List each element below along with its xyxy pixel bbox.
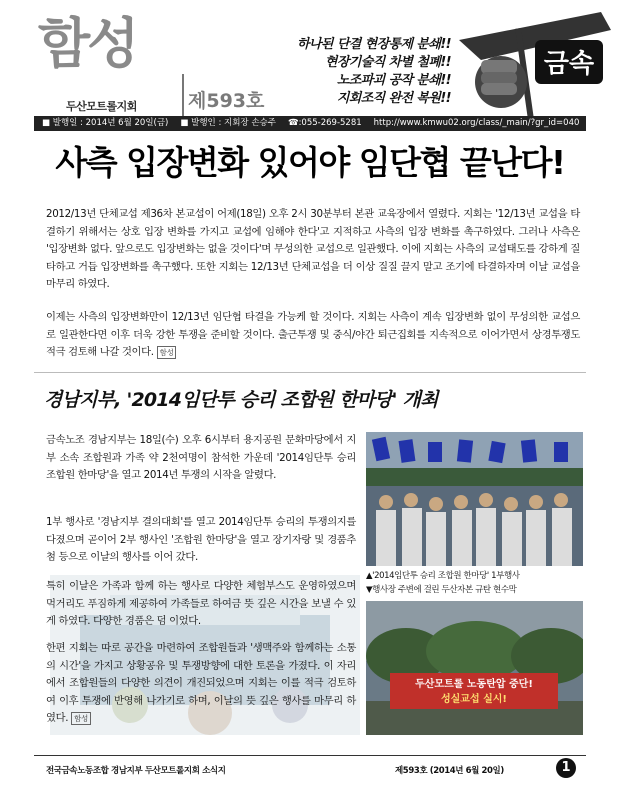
phone-number: ☎:055-269-5281 (287, 118, 362, 128)
publish-date: ■ 발행일 : 2014년 6월 20일(금) (42, 118, 169, 128)
page-number: 1 (556, 758, 576, 778)
banner-photo (366, 601, 583, 735)
article2-paragraph-1: 금속노조 경남지부는 18일(수) 오후 6시부터 용지공원 문화마당에서 지부 소속 조합원과 가족 약 2천여명이 참석한 가운데 '2014임단투 승리 조합원 한마당'을 열고 2014년 투쟁의 시작을 알렸다. (46, 434, 356, 481)
article1-paragraph-2: 이제는 사측의 입장변화만이 12/13년 임단협 타결을 가능케 할 것이다. 지회는 사측이 계속 입장변화 없이 무성의한 교섭으로 일관한다면 이후 더욱 강한 투쟁을 준비할 것이다. 출근투쟁 및 중식/야간 퇴근집회를 지속적으로 이어가면서 상경투쟁도 적극 검토해 나갈 것이다. 함성 (46, 311, 580, 358)
caption-2: ▼행사장 주변에 걸린 두산자본 규탄 현수막 (366, 585, 517, 595)
article2-paragraph-3: 특히 이날은 가족과 함께 하는 행사로 다양한 체험부스도 운영하였으며 먹거리도 푸짐하게 제공하여 가족들로 하여금 뜻 깊은 시간을 보낼 수 있게 하였다. 다양한 경품은 덤 이었다. (46, 580, 356, 627)
publisher: ■ 발행인 : 지회장 손승주 (180, 118, 276, 128)
banner-line-2: 성실교섭 실시! (440, 694, 508, 705)
article2-paragraph-4: 한편 지회는 따로 공간을 마련하여 조합원들과 '생맥주와 함께하는 소통의 시간'을 가지고 상황공유 및 투쟁방향에 대한 토론을 가졌다. 이 자리에서 조합원들의 다양한 의견이 개진되었으며 지회는 이를 적극 검토하여 이후 투쟁에 반영해 나가기로 하며, 이날의 뜻 깊은 행사를 마무리 하였다. 함성 (46, 642, 356, 724)
footer-rule (34, 755, 586, 756)
info-bar (34, 116, 586, 131)
masthead-divider (182, 74, 184, 116)
slogan-1: 하나된 단결 현장통제 분쇄!! (297, 37, 451, 52)
slogan-2: 현장기술직 차별 철폐!! (324, 55, 451, 70)
banner-line-1: 두산모트롤 노동탄압 중단! (415, 679, 533, 690)
masthead-title: 함성 (38, 12, 137, 75)
rally-photo (366, 432, 583, 566)
end-mark: 함성 (71, 712, 91, 725)
footer-issue: 제593호 (2014년 6월 20일) (395, 766, 504, 776)
photo-captions (366, 569, 583, 597)
caption-1: ▲'2014임단투 승리 조합원 한마당' 1부행사 (366, 571, 520, 581)
union-fist-emblem (451, 10, 615, 122)
emblem-text: 금속 (543, 49, 595, 79)
article2-headline: 경남지부, '2014임단투 승리 조합원 한마당' 개최 (44, 389, 438, 411)
article2-paragraph-2: 1부 행사로 '경남지부 결의대회'를 열고 2014임단투 승리의 투쟁의지를 다졌으며 곧이어 2부 행사인 '조합원 한마당'을 열고 장기자랑 및 경품추첨 등으로 이날의 행사를 이어 갔다. (46, 516, 356, 563)
main-headline: 사측 입장변화 있어야 임단협 끝난다! (55, 143, 565, 182)
end-mark: 함성 (157, 346, 177, 359)
masthead-subtitle: 두산모트롤지회 (66, 100, 137, 113)
article1-paragraph-1: 2012/13년 단체교섭 제36차 본교섭이 어제(18일) 오후 2시 30분부터 본관 교육장에서 열렸다. 지회는 '12/13년 교섭을 타결하기 위해서는 상호 입장 변화를 가지고 교섭에 임해야 한다'고 지적하고 사측의 입장 변화를 촉구하였다. 그러나 사측은 '입장변화 없다. 앞으로도 입장변화는 없을 것이다'며 무성의한 교섭으로 일관했다. 이에 지회는 사측의 교섭태도를 강하게 질타하고 거듭 입장변화를 촉구했다. 또한 지회는 12/13년 단체교섭을 더 이상 질질 끌지 말고 조기에 타결하자며 이날 교섭을 마무리 하였다. (46, 208, 580, 290)
footer-publisher: 전국금속노동조합 경남지부 두산모트롤지회 소식지 (46, 766, 226, 776)
website-url[interactable]: http://www.kmwu02.org/class/_main/?gr_id=040 (373, 118, 580, 128)
slogan-list (255, 36, 451, 108)
section-divider (34, 372, 586, 373)
slogan-3: 노조파괴 공작 분쇄!! (336, 73, 451, 88)
slogan-4: 지회조직 완전 복원!! (336, 91, 451, 106)
issue-number: 제593호 (188, 90, 265, 112)
